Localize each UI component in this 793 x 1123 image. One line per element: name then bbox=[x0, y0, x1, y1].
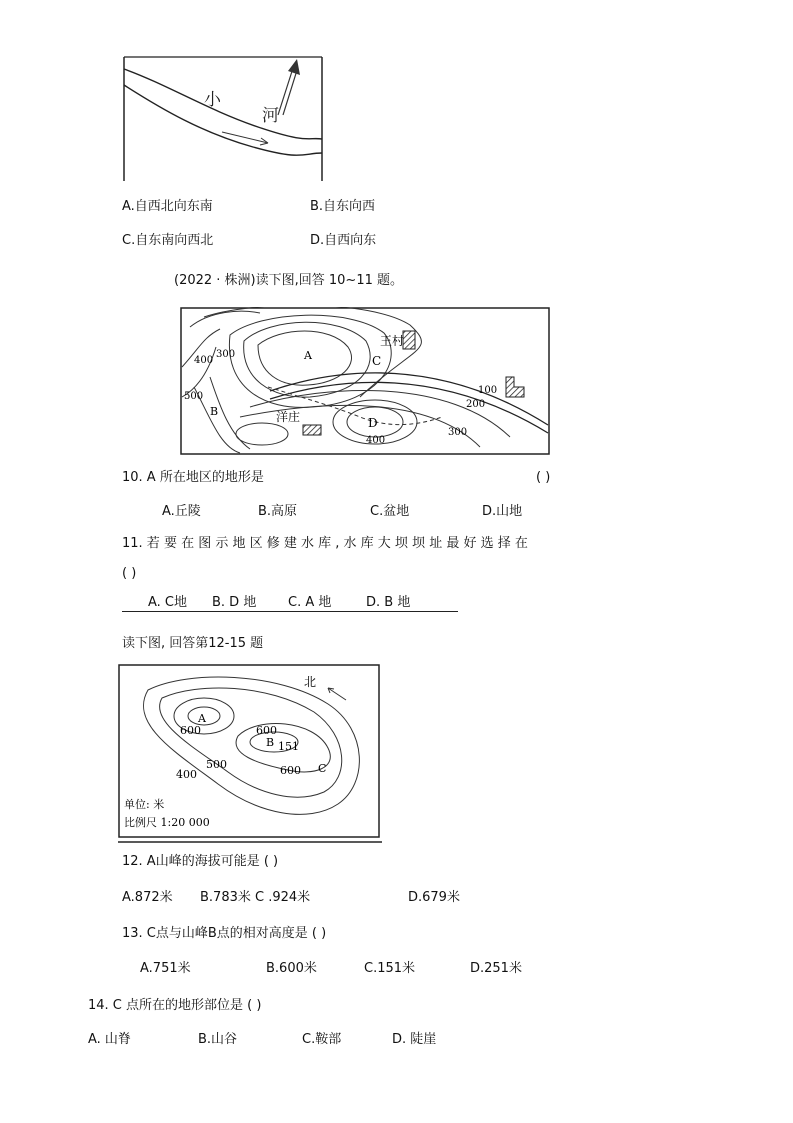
q14-option-b: B.山谷 bbox=[198, 1032, 238, 1047]
map1-contour-200: 200 bbox=[466, 399, 486, 410]
intro-12-15: 读下图, 回答第12-15 题 bbox=[122, 636, 264, 651]
map1-label-b: B bbox=[210, 405, 219, 418]
map2-contour-600b: 600 bbox=[256, 724, 277, 737]
contour-map-2 bbox=[118, 664, 382, 844]
map1-contour-300a: 300 bbox=[216, 349, 236, 360]
map2-scale: 比例尺 1:20 000 bbox=[124, 816, 210, 829]
map1-label-c: C bbox=[372, 354, 382, 368]
q13-option-d: D.251米 bbox=[470, 961, 522, 976]
map1-contour-100: 100 bbox=[478, 385, 498, 396]
map1-label-wangcun: 王村 bbox=[380, 334, 405, 348]
q9-option-d: D.自西向东 bbox=[310, 233, 377, 248]
q12-option-d: D.679米 bbox=[408, 890, 460, 905]
q11-option-b: B. D 地 bbox=[212, 595, 257, 610]
q14-option-d: D. 陡崖 bbox=[392, 1032, 437, 1047]
q13-option-c: C.151米 bbox=[364, 961, 416, 976]
q11-stem: 11. 若 要 在 图 示 地 区 修 建 水 库 , 水 库 大 坝 坝 址 最 好 选 择 在 bbox=[122, 536, 528, 551]
q9-option-c: C.自东南向西北 bbox=[122, 233, 214, 248]
q9-option-a: A.自西北向东南 bbox=[122, 199, 213, 214]
q11-option-a: A. C地 bbox=[148, 595, 188, 610]
q11-bracket: ( ) bbox=[122, 566, 137, 581]
map2-label-c: C bbox=[318, 762, 327, 775]
map1-label-d: D bbox=[368, 416, 378, 430]
q9-option-b: B.自东向西 bbox=[310, 199, 376, 214]
q10-option-a: A.丘陵 bbox=[162, 504, 201, 519]
map1-contour-400b: 400 bbox=[366, 435, 386, 446]
map1-contour-300b: 300 bbox=[448, 427, 468, 438]
map1-contour-500: 500 bbox=[184, 391, 204, 402]
q13-stem: 13. C点与山峰B点的相对高度是 ( ) bbox=[122, 926, 327, 941]
q10-option-d: D.山地 bbox=[482, 504, 523, 519]
map2-contour-400: 400 bbox=[176, 768, 197, 781]
q11-option-c: C. A 地 bbox=[288, 595, 332, 610]
q13-option-b: B.600米 bbox=[266, 961, 317, 976]
q11-option-d: D. B 地 bbox=[366, 595, 411, 610]
q14-option-c: C.鞍部 bbox=[302, 1032, 342, 1047]
map2-unit: 单位: 米 bbox=[124, 798, 165, 811]
q12-option-a: A.872米 bbox=[122, 890, 173, 905]
map2-label-a: A bbox=[198, 712, 206, 725]
contour-map-1 bbox=[180, 307, 550, 455]
map2-b-value: 151 bbox=[278, 740, 299, 753]
map1-contour-400a: 400 bbox=[194, 355, 214, 366]
map2-contour-600a: 600 bbox=[180, 724, 201, 737]
map2-north: 北 bbox=[304, 675, 317, 689]
q12-stem: 12. A山峰的海拔可能是 ( ) bbox=[122, 854, 279, 869]
map2-contour-500: 500 bbox=[206, 758, 227, 771]
map1-label-yangzhuang: 洋庄 bbox=[276, 410, 301, 424]
river-label-1: 小 bbox=[204, 90, 221, 110]
river-label-2: 河 bbox=[262, 106, 279, 126]
intro-10-11: (2022 · 株洲)读下图,回答 10~11 题。 bbox=[174, 273, 403, 288]
q13-option-a: A.751米 bbox=[140, 961, 191, 976]
map1-label-a: A bbox=[304, 349, 312, 362]
q10-option-c: C.盆地 bbox=[370, 504, 410, 519]
map2-label-b: B bbox=[266, 736, 275, 749]
q10-option-b: B.高原 bbox=[258, 504, 298, 519]
q14-stem: 14. C 点所在的地形部位是 ( ) bbox=[88, 998, 262, 1013]
map2-contour-600c: 600 bbox=[280, 764, 301, 777]
q10-stem: 10. A 所在地区的地形是 bbox=[122, 470, 264, 485]
q12-option-bc: B.783米 C .924米 bbox=[200, 890, 311, 905]
q10-bracket: ( ) bbox=[536, 470, 551, 485]
river-figure bbox=[118, 55, 328, 185]
q14-option-a: A. 山脊 bbox=[88, 1032, 131, 1047]
